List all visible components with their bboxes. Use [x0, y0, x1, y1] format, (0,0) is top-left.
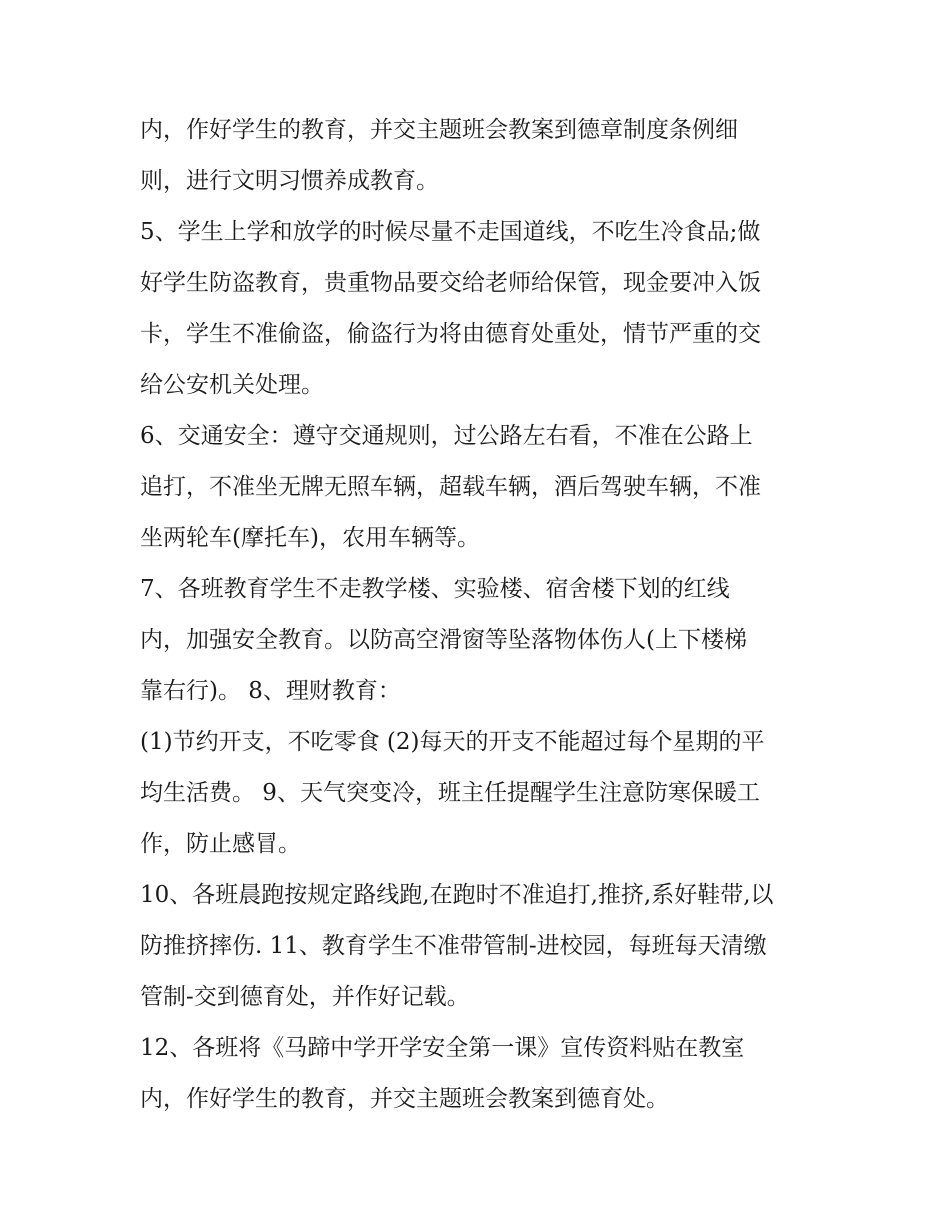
text-line: 内，加强安全教育。以防高空滑窗等坠落物体伤人(上下楼梯 [140, 627, 747, 653]
paragraph-item-10-11 [140, 870, 830, 1023]
text-line: 内，作好学生的教育，并交主题班会教案到德育处。 [140, 1086, 669, 1112]
text-line: 好学生防盗教育，贵重物品要交给老师给保管，现金要冲入饭 [140, 270, 761, 296]
text-line: 6、交通安全：遵守交通规则，过公路左右看，不准在公路上 [140, 423, 753, 449]
text-line: 5、学生上学和放学的时候尽量不走国道线，不吃生冷食品;做 [140, 219, 761, 245]
text-line: 靠右行)。 8、理财教育： [140, 678, 401, 704]
paragraph-item-12 [140, 1023, 830, 1125]
paragraph-item-7-8 [140, 564, 830, 717]
text-line: 卡，学生不准偷盗，偷盗行为将由德育处重处，情节严重的交 [140, 321, 761, 347]
paragraph-item-6 [140, 411, 830, 564]
text-line: 管制-交到德育处，并作好记载。 [140, 984, 470, 1010]
text-line: 作，防止感冒。 [140, 831, 301, 857]
paragraph-item-5 [140, 207, 830, 411]
paragraph-intro-continuation [140, 105, 830, 207]
text-line: (1)节约开支，不吃零食 (2)每天的开支不能超过每个星期的平 [140, 729, 765, 755]
text-line: 均生活费。 9、天气突变冷，班主任提醒学生注意防寒保暖工 [140, 780, 760, 806]
text-line: 7、各班教育学生不走教学楼、实验楼、宿舍楼下划的红线 [140, 576, 730, 602]
text-line: 防推挤摔伤. 11、教育学生不准带管制-进校园，每班每天清缴 [140, 933, 767, 959]
text-line: 内，作好学生的教育，并交主题班会教案到德章制度条例细 [140, 117, 738, 143]
text-line: 12、各班将《马蹄中学开学安全第一课》宣传资料贴在教室 [140, 1035, 745, 1061]
text-line: 给公安机关处理。 [140, 372, 324, 398]
paragraph-finance-9 [140, 717, 830, 870]
text-line: 追打，不准坐无牌无照车辆，超载车辆，酒后驾驶车辆，不准 [140, 474, 761, 500]
text-line: 则，进行文明习惯养成教育。 [140, 168, 439, 194]
text-line: 坐两轮车(摩托车)，农用车辆等。 [140, 525, 480, 551]
document-body [140, 105, 830, 1125]
text-line: 10、各班晨跑按规定路线跑,在跑时不准追打,推挤,系好鞋带,以 [140, 882, 774, 908]
